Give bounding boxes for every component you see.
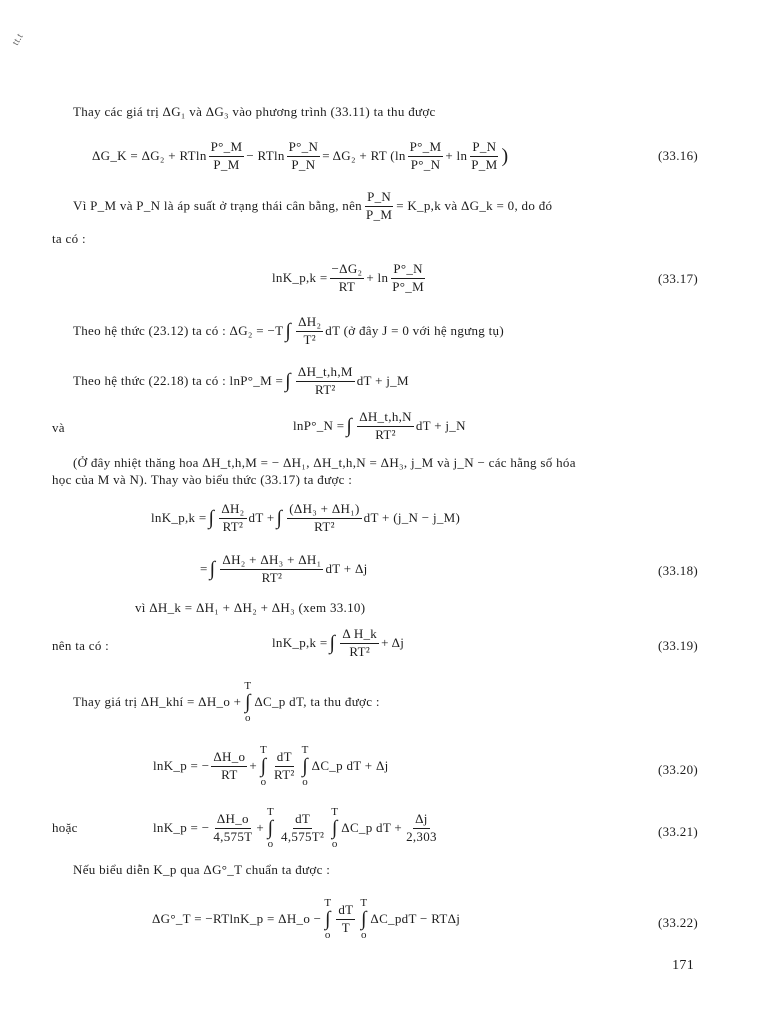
equation-number: (33.20) [657, 762, 698, 777]
equation-33-21: lnK_p = − $\frac{\Delta H\_o}{4,575T}$ + T ∫ o $\frac{dT}{\text{4,575T²}}$ T ∫ o ΔC_p dT + $\frac{\Delta j}{2,303}$ [153, 806, 437, 850]
equation-33-20: lnK_p = − $\frac{\Delta H\_o}{RT}$ + T ∫ o $\frac{dT}{\text{RT²}}$ T ∫ o ΔC_p dT + Δj [153, 744, 389, 788]
equation-number: (33.21) [657, 824, 698, 839]
equation-lnk-expansion: lnK_p,k = ∫ $\frac{\text{ΔH₂}}{\text{RT²}}$ dT + ∫ $\frac{\text{(ΔH₃ + ΔH₁)}}{\text{RT²}}$ dT + (j_N − j_M) [151, 500, 461, 534]
paragraph-6: (Ở đây nhiệt thăng hoa ΔH_t,h,M = − ΔH₁, ΔH_t,h,N = ΔH₃, j_M và j_N − các hằng số hóa [73, 455, 576, 470]
equation-33-22: ΔG°_T = −RTlnK_p = ΔH_o − T ∫ o $\frac{dT}{T}$ T ∫ o ΔC_pdT − RTΔj [152, 897, 461, 941]
paragraph-5-label: và [52, 420, 65, 435]
margin-mark: tt.t [10, 31, 26, 48]
equation-33-17: lnK_p,k = $\frac{\text{−ΔG₂}}{RT}$ + ln $\frac{P^\circ\_N}{P^\circ\_M}$ [272, 260, 424, 294]
paragraph-2-cont: ta có : [52, 231, 86, 246]
paragraph-9: Thay giá trị ΔH_khí = ΔH_o + T ∫ o ΔC_p dT, ta thu được : [73, 680, 380, 724]
page-number: 171 [672, 958, 694, 973]
equation-number: (33.17) [657, 271, 698, 286]
paragraph-5: lnP°_N = ∫ $\frac{\Delta H\_t,h,N}{\text{RT²}}$ dT + j_N [293, 408, 466, 442]
equation-33-19: lnK_p,k = ∫ $\frac{\text{Δ H\_k}}{\text{RT²}}$ + Δj [272, 625, 405, 659]
paragraph-1: Thay các giá trị ΔG₁ và ΔG₃ vào phương trình (33.11) ta thu được [73, 104, 436, 119]
equation-33-18: = ∫ $\frac{\text{ΔH₂ + ΔH₃ + ΔH₁}}{\text{RT²}}$ dT + Δj [200, 551, 368, 585]
paragraph-2: Vì P_M và P_N là áp suất ở trạng thái cân bằng, nên $\frac{P\_N}{P\_M}$ = K_p,k và ΔG_k = 0, do đó [73, 188, 553, 222]
equation-33-16: ΔG_K = ΔG₂ + RTln $\frac{P^\circ\_M}{P\_M}$ − RTln $\frac{P^\circ\_N}{P\_N}$ = ΔG₂ + RT (ln $\frac{P^\circ\_M}{P^\circ\_N}$ + ln $\frac{P\_N}{P\_M}$ ) [92, 138, 509, 172]
equation-number: (33.19) [657, 638, 698, 653]
paragraph-4: Theo hệ thức (22.18) ta có : lnP°_M = ∫ $\frac{\Delta H\_t,h,M}{\text{RT²}}$ dT + j_M [73, 363, 409, 397]
equation-number: (33.16) [657, 148, 698, 163]
paragraph-3: Theo hệ thức (23.12) ta có : ΔG₂ = −T ∫ $\frac{\text{ΔH₂}}{\text{T²}}$ dT (ở đây J = 0 với hệ ngưng tụ) [73, 313, 504, 347]
equation-number: (33.22) [657, 915, 698, 930]
paragraph-6-cont: học của M và N). Thay vào biểu thức (33.17) ta được : [52, 472, 353, 487]
paragraph-7: vì ΔH_k = ΔH₁ + ΔH₂ + ΔH₃ (xem 33.10) [135, 600, 366, 615]
paragraph-10-label: hoặc [52, 820, 78, 835]
paragraph-8-label: nên ta có : [52, 638, 110, 653]
equation-number: (33.18) [657, 563, 698, 578]
paragraph-11: Nếu biểu diễn K_p qua ΔG°_T chuẩn ta được : [73, 862, 331, 877]
